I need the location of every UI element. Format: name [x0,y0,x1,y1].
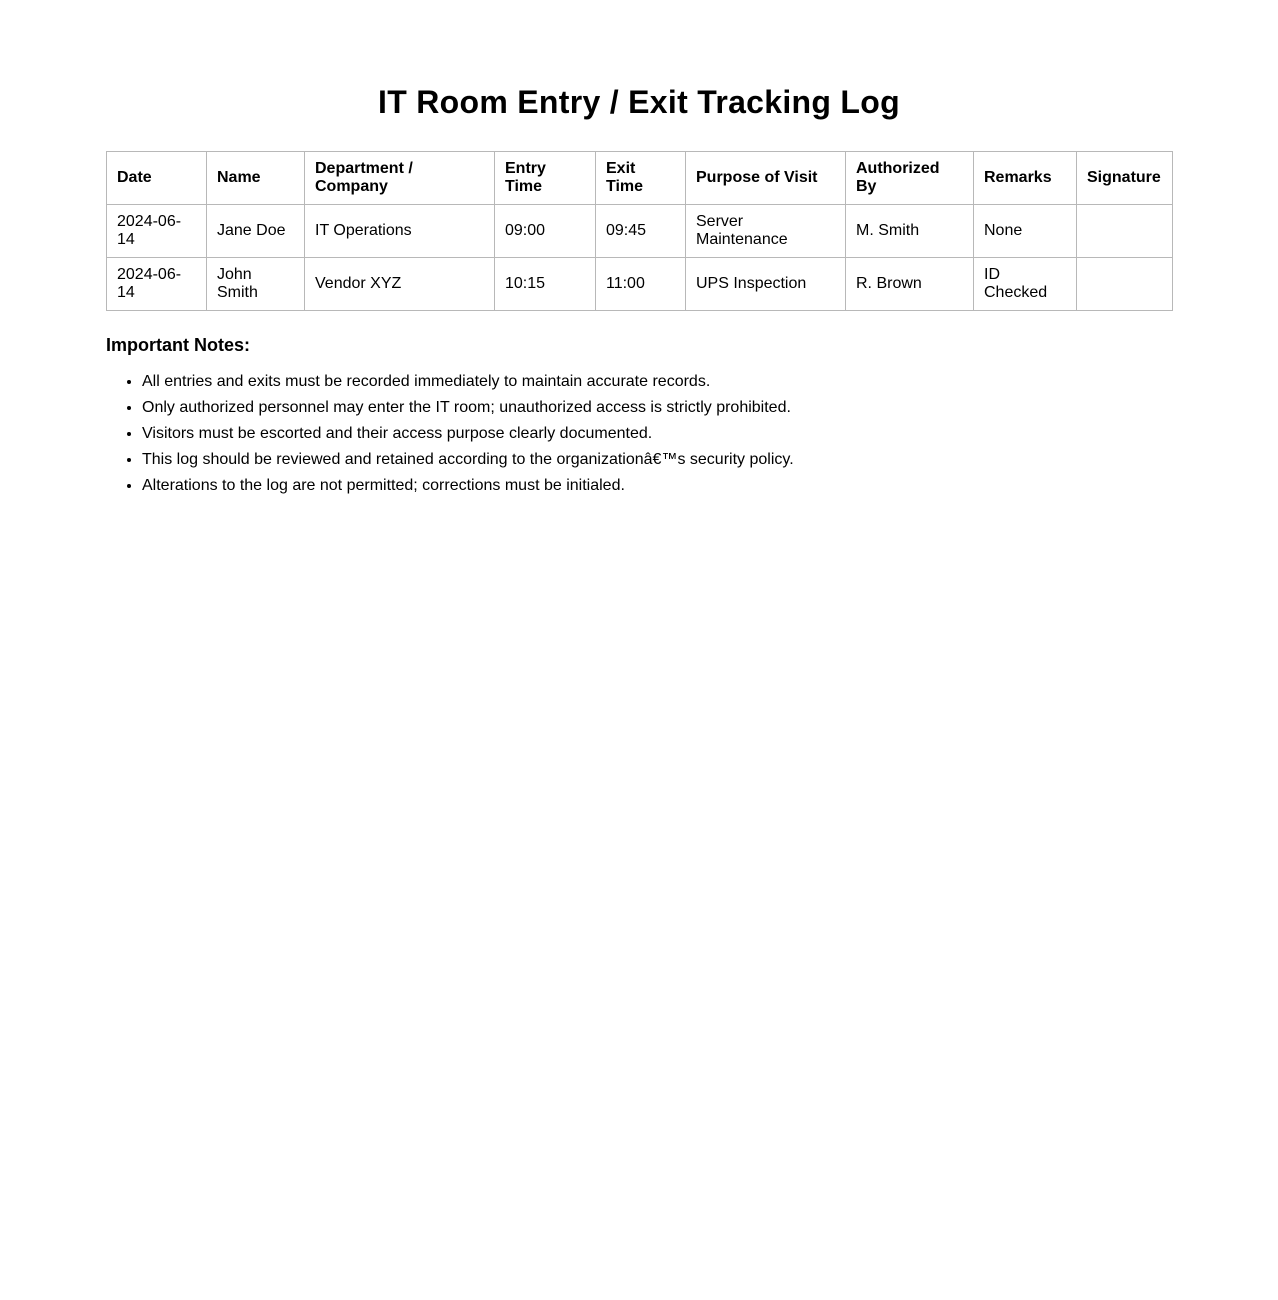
list-item: • This log should be reviewed and retained according to the organizationâ€™s security policy. [142,451,1172,469]
table-header-row [107,152,1173,205]
cell-department: Vendor XYZ [305,258,495,311]
list-item: • Only authorized personnel may enter the IT room; unauthorized access is strictly prohibited. [142,399,1172,417]
table-row [107,205,1173,258]
header-exit-time: Exit Time [596,152,686,205]
cell-signature [1077,205,1173,258]
header-entry-time: Entry Time [495,152,596,205]
tracking-log-table [106,151,1173,311]
cell-exit-time: 11:00 [596,258,686,311]
table-row [107,258,1173,311]
list-item: • Visitors must be escorted and their access purpose clearly documented. [142,425,1172,443]
header-department: Department / Company [305,152,495,205]
header-authorized-by: Authorized By [846,152,974,205]
list-item: • Alterations to the log are not permitted; corrections must be initialed. [142,477,1172,495]
header-date: Date [107,152,207,205]
cell-name: John Smith [207,258,305,311]
cell-signature [1077,258,1173,311]
page-title: IT Room Entry / Exit Tracking Log [378,84,900,120]
header-name: Name [207,152,305,205]
list-item: • All entries and exits must be recorded immediately to maintain accurate records. [142,373,1172,391]
cell-date: 2024-06-14 [107,205,207,258]
cell-exit-time: 09:45 [596,205,686,258]
notes-heading: Important Notes: [106,335,250,355]
notes-list [106,373,1172,495]
cell-date: 2024-06-14 [107,258,207,311]
cell-remarks: ID Checked [974,258,1077,311]
cell-authorized-by: R. Brown [846,258,974,311]
cell-remarks: None [974,205,1077,258]
cell-authorized-by: M. Smith [846,205,974,258]
page [0,0,1278,495]
cell-purpose: UPS Inspection [686,258,846,311]
cell-entry-time: 09:00 [495,205,596,258]
cell-entry-time: 10:15 [495,258,596,311]
cell-department: IT Operations [305,205,495,258]
header-signature: Signature [1077,152,1173,205]
cell-name: Jane Doe [207,205,305,258]
cell-purpose: Server Maintenance [686,205,846,258]
header-purpose: Purpose of Visit [686,152,846,205]
header-remarks: Remarks [974,152,1077,205]
